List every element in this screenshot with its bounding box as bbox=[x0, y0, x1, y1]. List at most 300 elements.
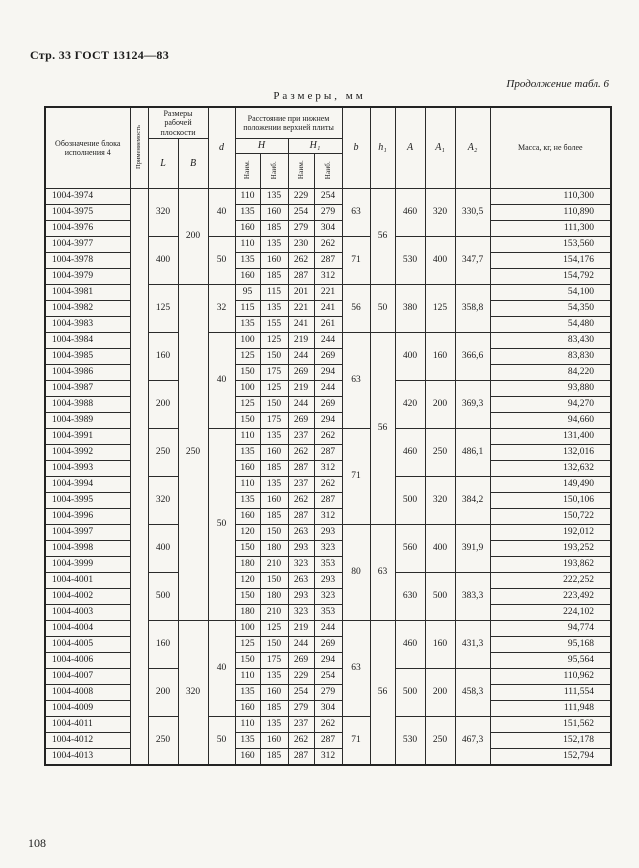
cell-designation: 1004-3978 bbox=[45, 253, 130, 269]
cell-H1-max: 287 bbox=[314, 493, 342, 509]
cell-d: 40 bbox=[208, 189, 235, 237]
cell-mass: 222,252 bbox=[490, 573, 611, 589]
cell-H1-max: 244 bbox=[314, 381, 342, 397]
cell-designation: 1004-4002 bbox=[45, 589, 130, 605]
cell-A1: 320 bbox=[425, 477, 455, 525]
table-row bbox=[45, 509, 611, 525]
table-row bbox=[45, 493, 611, 509]
table-row bbox=[45, 621, 611, 637]
cell-H1-min: 230 bbox=[288, 237, 314, 253]
cell-H-max: 115 bbox=[260, 285, 288, 301]
cell-H1-min: 287 bbox=[288, 509, 314, 525]
cell-H-min: 160 bbox=[235, 701, 260, 717]
cell-L: 250 bbox=[148, 429, 178, 477]
table-row bbox=[45, 653, 611, 669]
cell-H-max: 155 bbox=[260, 317, 288, 333]
table-row bbox=[45, 221, 611, 237]
cell-H-max: 150 bbox=[260, 397, 288, 413]
cell-H1-max: 304 bbox=[314, 701, 342, 717]
cell-H-min: 125 bbox=[235, 349, 260, 365]
cell-h1: 50 bbox=[370, 285, 395, 333]
cell-L: 125 bbox=[148, 285, 178, 333]
cell-A2: 330,5 bbox=[455, 189, 490, 237]
cell-b: 71 bbox=[342, 237, 370, 285]
cell-H-max: 185 bbox=[260, 749, 288, 766]
cell-H-min: 135 bbox=[235, 205, 260, 221]
table-row bbox=[45, 253, 611, 269]
cell-H-min: 120 bbox=[235, 525, 260, 541]
cell-H1-min: 293 bbox=[288, 541, 314, 557]
cell-mass: 131,400 bbox=[490, 429, 611, 445]
cell-h1: 56 bbox=[370, 189, 395, 285]
cell-b: 71 bbox=[342, 717, 370, 766]
cell-H1-max: 294 bbox=[314, 365, 342, 381]
table-row bbox=[45, 749, 611, 766]
cell-mass: 95,564 bbox=[490, 653, 611, 669]
cell-L: 200 bbox=[148, 669, 178, 717]
cell-H-max: 185 bbox=[260, 461, 288, 477]
cell-H1-min: 287 bbox=[288, 269, 314, 285]
cell-H-max: 160 bbox=[260, 205, 288, 221]
cell-A2: 458,3 bbox=[455, 669, 490, 717]
cell-L: 320 bbox=[148, 477, 178, 525]
table-row bbox=[45, 685, 611, 701]
cell-H1-min: 269 bbox=[288, 365, 314, 381]
cell-H1-min: 262 bbox=[288, 253, 314, 269]
cell-H1-max: 294 bbox=[314, 653, 342, 669]
page-number: 108 bbox=[28, 836, 46, 850]
cell-H1-min: 219 bbox=[288, 333, 314, 349]
cell-H-max: 160 bbox=[260, 733, 288, 749]
col-header-A1: A₁ bbox=[425, 107, 455, 189]
cell-H1-min: 244 bbox=[288, 397, 314, 413]
col-header-designation: Обозначение блока исполнения 4 bbox=[45, 107, 130, 189]
cell-B: 250 bbox=[178, 285, 208, 621]
cell-H1-max: 323 bbox=[314, 589, 342, 605]
cell-H-min: 150 bbox=[235, 413, 260, 429]
cell-A: 400 bbox=[395, 333, 425, 381]
cell-H1-max: 244 bbox=[314, 621, 342, 637]
col-header-h1: h₁ bbox=[370, 107, 395, 189]
cell-mass: 150,106 bbox=[490, 493, 611, 509]
col-header-L: L bbox=[148, 139, 178, 189]
cell-A2: 467,3 bbox=[455, 717, 490, 766]
cell-H-max: 185 bbox=[260, 269, 288, 285]
cell-H-min: 150 bbox=[235, 589, 260, 605]
cell-A1: 160 bbox=[425, 333, 455, 381]
cell-H1-min: 263 bbox=[288, 525, 314, 541]
cell-H-max: 160 bbox=[260, 253, 288, 269]
cell-L: 320 bbox=[148, 189, 178, 237]
cell-H-max: 125 bbox=[260, 333, 288, 349]
cell-H-min: 135 bbox=[235, 317, 260, 333]
cell-A: 530 bbox=[395, 717, 425, 766]
cell-H-max: 135 bbox=[260, 301, 288, 317]
cell-H1-max: 269 bbox=[314, 349, 342, 365]
cell-mass: 94,774 bbox=[490, 621, 611, 637]
cell-mass: 83,430 bbox=[490, 333, 611, 349]
cell-mass: 151,562 bbox=[490, 717, 611, 733]
cell-H1-min: 269 bbox=[288, 413, 314, 429]
cell-H-min: 160 bbox=[235, 509, 260, 525]
col-header-applicability bbox=[130, 107, 148, 189]
cell-H-max: 210 bbox=[260, 557, 288, 573]
col-header-distance: Расстояние при нижнем положении верхней плиты bbox=[235, 107, 342, 139]
cell-H-max: 175 bbox=[260, 413, 288, 429]
cell-H1-min: 254 bbox=[288, 205, 314, 221]
cell-H-min: 110 bbox=[235, 669, 260, 685]
cell-H1-min: 244 bbox=[288, 349, 314, 365]
cell-mass: 93,880 bbox=[490, 381, 611, 397]
cell-H1-min: 241 bbox=[288, 317, 314, 333]
cell-H-min: 110 bbox=[235, 237, 260, 253]
cell-mass: 54,100 bbox=[490, 285, 611, 301]
cell-H1-min: 263 bbox=[288, 573, 314, 589]
cell-A1: 500 bbox=[425, 573, 455, 621]
cell-A: 500 bbox=[395, 477, 425, 525]
cell-designation: 1004-3997 bbox=[45, 525, 130, 541]
cell-designation: 1004-4007 bbox=[45, 669, 130, 685]
cell-H-min: 125 bbox=[235, 397, 260, 413]
cell-H-min: 110 bbox=[235, 429, 260, 445]
cell-H-max: 175 bbox=[260, 365, 288, 381]
cell-H-min: 100 bbox=[235, 621, 260, 637]
table-row bbox=[45, 637, 611, 653]
cell-A2: 431,3 bbox=[455, 621, 490, 669]
cell-designation: 1004-3985 bbox=[45, 349, 130, 365]
cell-H1-max: 312 bbox=[314, 461, 342, 477]
cell-H-min: 115 bbox=[235, 301, 260, 317]
col-header-b: b bbox=[342, 107, 370, 189]
col-header-H-min bbox=[235, 154, 260, 189]
cell-mass: 94,660 bbox=[490, 413, 611, 429]
cell-H1-max: 293 bbox=[314, 525, 342, 541]
cell-A: 460 bbox=[395, 189, 425, 237]
cell-mass: 110,300 bbox=[490, 189, 611, 205]
cell-b: 63 bbox=[342, 189, 370, 237]
cell-mass: 94,270 bbox=[490, 397, 611, 413]
cell-mass: 224,102 bbox=[490, 605, 611, 621]
col-header-mass: Масса, кг, не более bbox=[490, 107, 611, 189]
cell-H1-max: 262 bbox=[314, 237, 342, 253]
cell-designation: 1004-3974 bbox=[45, 189, 130, 205]
cell-b: 63 bbox=[342, 621, 370, 717]
cell-mass: 83,830 bbox=[490, 349, 611, 365]
cell-H-min: 160 bbox=[235, 269, 260, 285]
cell-designation: 1004-3979 bbox=[45, 269, 130, 285]
cell-A: 500 bbox=[395, 669, 425, 717]
cell-H-max: 185 bbox=[260, 509, 288, 525]
cell-H-max: 135 bbox=[260, 717, 288, 733]
cell-H-max: 185 bbox=[260, 221, 288, 237]
cell-d: 50 bbox=[208, 237, 235, 285]
cell-H1-max: 262 bbox=[314, 717, 342, 733]
cell-mass: 193,862 bbox=[490, 557, 611, 573]
cell-H1-max: 294 bbox=[314, 413, 342, 429]
table-row bbox=[45, 557, 611, 573]
cell-mass: 149,490 bbox=[490, 477, 611, 493]
table-row bbox=[45, 413, 611, 429]
table-row bbox=[45, 477, 611, 493]
cell-A: 420 bbox=[395, 381, 425, 429]
cell-mass: 154,176 bbox=[490, 253, 611, 269]
cell-H1-max: 312 bbox=[314, 749, 342, 766]
cell-H-min: 135 bbox=[235, 445, 260, 461]
cell-designation: 1004-3984 bbox=[45, 333, 130, 349]
max-vertical-label: Наиб. bbox=[323, 160, 332, 179]
table-row bbox=[45, 349, 611, 365]
table-title: Размеры, мм bbox=[273, 90, 366, 102]
cell-H-max: 125 bbox=[260, 381, 288, 397]
cell-b: 63 bbox=[342, 333, 370, 429]
cell-mass: 111,300 bbox=[490, 221, 611, 237]
cell-H1-max: 353 bbox=[314, 557, 342, 573]
cell-designation: 1004-4004 bbox=[45, 621, 130, 637]
table-row bbox=[45, 397, 611, 413]
cell-b: 80 bbox=[342, 525, 370, 621]
cell-mass: 54,480 bbox=[490, 317, 611, 333]
table-row bbox=[45, 317, 611, 333]
table-row bbox=[45, 333, 611, 349]
cell-designation: 1004-4003 bbox=[45, 605, 130, 621]
cell-L: 200 bbox=[148, 381, 178, 429]
cell-H-max: 185 bbox=[260, 701, 288, 717]
table-row bbox=[45, 381, 611, 397]
cell-A2: 366,6 bbox=[455, 333, 490, 381]
cell-designation: 1004-3981 bbox=[45, 285, 130, 301]
cell-H1-min: 262 bbox=[288, 493, 314, 509]
col-header-H1: H₁ bbox=[288, 139, 342, 154]
cell-H-max: 135 bbox=[260, 669, 288, 685]
dimensions-table bbox=[44, 106, 612, 766]
cell-H-min: 160 bbox=[235, 221, 260, 237]
cell-H-min: 180 bbox=[235, 605, 260, 621]
cell-mass: 110,890 bbox=[490, 205, 611, 221]
cell-H1-max: 287 bbox=[314, 445, 342, 461]
table-row bbox=[45, 445, 611, 461]
col-header-d: d bbox=[208, 107, 235, 189]
cell-A2: 384,2 bbox=[455, 477, 490, 525]
min-vertical-label: Наим. bbox=[296, 160, 305, 180]
cell-H-max: 175 bbox=[260, 653, 288, 669]
cell-A: 380 bbox=[395, 285, 425, 333]
table-row bbox=[45, 461, 611, 477]
cell-designation: 1004-3996 bbox=[45, 509, 130, 525]
cell-H-max: 150 bbox=[260, 637, 288, 653]
cell-designation: 1004-4013 bbox=[45, 749, 130, 766]
cell-A1: 250 bbox=[425, 717, 455, 766]
col-header-H: H bbox=[235, 139, 288, 154]
cell-H-min: 150 bbox=[235, 365, 260, 381]
cell-H-min: 150 bbox=[235, 541, 260, 557]
cell-H1-min: 219 bbox=[288, 381, 314, 397]
cell-H-min: 120 bbox=[235, 573, 260, 589]
cell-designation: 1004-3982 bbox=[45, 301, 130, 317]
cell-H1-max: 244 bbox=[314, 333, 342, 349]
cell-designation: 1004-3983 bbox=[45, 317, 130, 333]
cell-H1-min: 279 bbox=[288, 701, 314, 717]
cell-H-min: 135 bbox=[235, 733, 260, 749]
cell-H-max: 160 bbox=[260, 445, 288, 461]
cell-designation: 1004-3992 bbox=[45, 445, 130, 461]
cell-H1-min: 219 bbox=[288, 621, 314, 637]
cell-H-min: 110 bbox=[235, 189, 260, 205]
cell-H-min: 110 bbox=[235, 717, 260, 733]
cell-A2: 391,9 bbox=[455, 525, 490, 573]
cell-mass: 111,554 bbox=[490, 685, 611, 701]
cell-H1-min: 244 bbox=[288, 637, 314, 653]
cell-A: 460 bbox=[395, 621, 425, 669]
cell-H1-max: 353 bbox=[314, 605, 342, 621]
cell-L: 400 bbox=[148, 525, 178, 573]
cell-H-max: 150 bbox=[260, 573, 288, 589]
cell-H1-max: 279 bbox=[314, 205, 342, 221]
cell-mass: 132,632 bbox=[490, 461, 611, 477]
cell-A2: 347,7 bbox=[455, 237, 490, 285]
cell-A2: 486,1 bbox=[455, 429, 490, 477]
table-row bbox=[45, 669, 611, 685]
cell-designation: 1004-3975 bbox=[45, 205, 130, 221]
cell-designation: 1004-3977 bbox=[45, 237, 130, 253]
page-header: Стр. 33 ГОСТ 13124—83 bbox=[30, 48, 170, 62]
cell-H1-min: 287 bbox=[288, 749, 314, 766]
cell-designation: 1004-4006 bbox=[45, 653, 130, 669]
cell-A1: 320 bbox=[425, 189, 455, 237]
cell-designation: 1004-3995 bbox=[45, 493, 130, 509]
cell-H-min: 150 bbox=[235, 653, 260, 669]
cell-H1-max: 269 bbox=[314, 397, 342, 413]
cell-H-max: 135 bbox=[260, 429, 288, 445]
cell-H1-min: 262 bbox=[288, 733, 314, 749]
cell-H-min: 160 bbox=[235, 749, 260, 766]
cell-H1-max: 241 bbox=[314, 301, 342, 317]
cell-H-max: 150 bbox=[260, 349, 288, 365]
cell-mass: 193,252 bbox=[490, 541, 611, 557]
cell-H-min: 135 bbox=[235, 493, 260, 509]
table-row bbox=[45, 733, 611, 749]
table-row bbox=[45, 525, 611, 541]
cell-H1-max: 262 bbox=[314, 477, 342, 493]
cell-H1-max: 262 bbox=[314, 429, 342, 445]
cell-A: 530 bbox=[395, 237, 425, 285]
cell-mass: 152,794 bbox=[490, 749, 611, 766]
table-body bbox=[45, 189, 611, 766]
cell-b: 71 bbox=[342, 429, 370, 525]
cell-H1-min: 293 bbox=[288, 589, 314, 605]
cell-designation: 1004-4011 bbox=[45, 717, 130, 733]
cell-A: 560 bbox=[395, 525, 425, 573]
cell-H1-min: 237 bbox=[288, 717, 314, 733]
cell-H1-max: 261 bbox=[314, 317, 342, 333]
cell-mass: 111,948 bbox=[490, 701, 611, 717]
cell-designation: 1004-3989 bbox=[45, 413, 130, 429]
cell-H-max: 135 bbox=[260, 237, 288, 253]
cell-H1-min: 323 bbox=[288, 557, 314, 573]
table-row bbox=[45, 269, 611, 285]
table-row bbox=[45, 605, 611, 621]
cell-designation: 1004-3987 bbox=[45, 381, 130, 397]
table-row bbox=[45, 285, 611, 301]
cell-H1-max: 221 bbox=[314, 285, 342, 301]
cell-H-min: 100 bbox=[235, 381, 260, 397]
cell-mass: 95,168 bbox=[490, 637, 611, 653]
table-row bbox=[45, 237, 611, 253]
cell-H-max: 180 bbox=[260, 541, 288, 557]
col-header-working-plane: Размеры рабочей плоскости bbox=[148, 107, 208, 139]
cell-designation: 1004-3986 bbox=[45, 365, 130, 381]
cell-H1-min: 201 bbox=[288, 285, 314, 301]
cell-A1: 125 bbox=[425, 285, 455, 333]
cell-L: 160 bbox=[148, 621, 178, 669]
cell-d: 40 bbox=[208, 621, 235, 717]
table-row bbox=[45, 573, 611, 589]
cell-mass: 150,722 bbox=[490, 509, 611, 525]
cell-h1: 63 bbox=[370, 525, 395, 621]
cell-designation: 1004-3999 bbox=[45, 557, 130, 573]
cell-H1-max: 312 bbox=[314, 509, 342, 525]
cell-h1: 56 bbox=[370, 621, 395, 766]
col-header-H1-max bbox=[314, 154, 342, 189]
min-vertical-label: Наим. bbox=[243, 160, 251, 180]
cell-mass: 223,492 bbox=[490, 589, 611, 605]
cell-H-min: 135 bbox=[235, 685, 260, 701]
cell-H1-min: 221 bbox=[288, 301, 314, 317]
cell-designation: 1004-3994 bbox=[45, 477, 130, 493]
cell-mass: 110,962 bbox=[490, 669, 611, 685]
cell-H1-max: 293 bbox=[314, 573, 342, 589]
cell-H1-max: 304 bbox=[314, 221, 342, 237]
table-row bbox=[45, 541, 611, 557]
table-row bbox=[45, 189, 611, 205]
table-continuation-note: Продолжение табл. 6 bbox=[506, 78, 609, 90]
table-row bbox=[45, 589, 611, 605]
cell-mass: 154,792 bbox=[490, 269, 611, 285]
cell-designation: 1004-4009 bbox=[45, 701, 130, 717]
cell-h1: 56 bbox=[370, 333, 395, 525]
cell-designation: 1004-4005 bbox=[45, 637, 130, 653]
cell-A1: 160 bbox=[425, 621, 455, 669]
table-row bbox=[45, 301, 611, 317]
cell-B: 320 bbox=[178, 621, 208, 766]
cell-A1: 400 bbox=[425, 525, 455, 573]
cell-designation: 1004-3988 bbox=[45, 397, 130, 413]
cell-H1-max: 254 bbox=[314, 669, 342, 685]
cell-d: 50 bbox=[208, 429, 235, 621]
cell-A1: 400 bbox=[425, 237, 455, 285]
cell-A1: 200 bbox=[425, 381, 455, 429]
cell-designation: 1004-3976 bbox=[45, 221, 130, 237]
cell-d: 50 bbox=[208, 717, 235, 766]
cell-mass: 153,560 bbox=[490, 237, 611, 253]
cell-H-min: 95 bbox=[235, 285, 260, 301]
cell-designation: 1004-3998 bbox=[45, 541, 130, 557]
cell-H-min: 180 bbox=[235, 557, 260, 573]
col-header-B: B bbox=[178, 139, 208, 189]
cell-H-max: 125 bbox=[260, 621, 288, 637]
cell-A: 460 bbox=[395, 429, 425, 477]
cell-H-max: 150 bbox=[260, 525, 288, 541]
cell-H-max: 135 bbox=[260, 477, 288, 493]
max-vertical-label: Наиб. bbox=[269, 160, 278, 179]
cell-designation: 1004-4001 bbox=[45, 573, 130, 589]
cell-H1-min: 279 bbox=[288, 221, 314, 237]
cell-designation: 1004-4008 bbox=[45, 685, 130, 701]
cell-mass: 84,220 bbox=[490, 365, 611, 381]
cell-d: 32 bbox=[208, 285, 235, 333]
cell-H1-min: 229 bbox=[288, 669, 314, 685]
cell-H1-max: 269 bbox=[314, 637, 342, 653]
cell-H-min: 125 bbox=[235, 637, 260, 653]
